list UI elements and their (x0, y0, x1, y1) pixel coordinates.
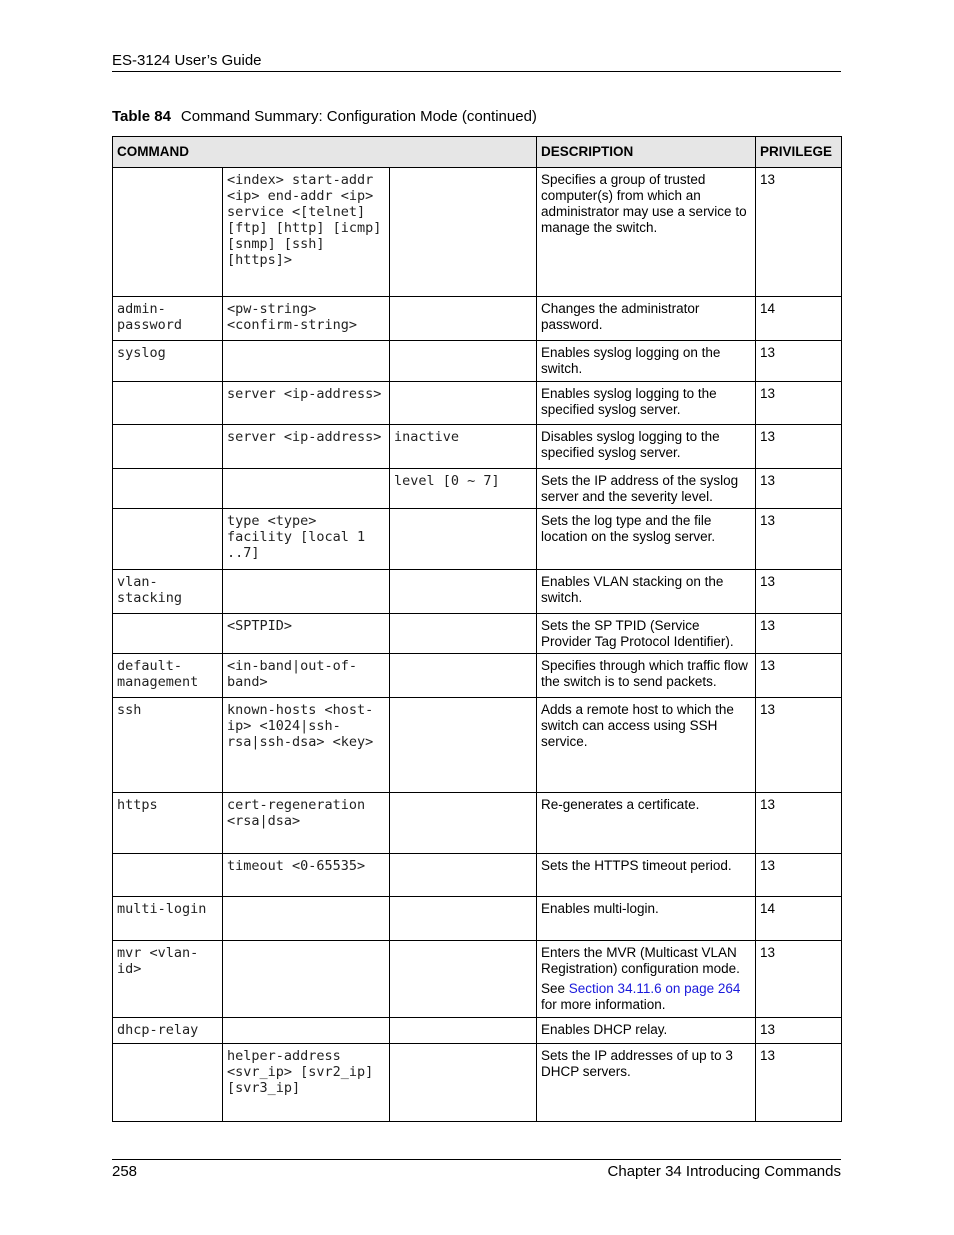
description-cell: Sets the IP address of the syslog server and the severity level. (537, 469, 756, 509)
argument-cell: helper-address <svr_ip> [svr2_ip] [svr3_ip] (223, 1044, 390, 1122)
description-text: Enters the MVR (Multicast VLAN Registration) configuration mode. (541, 945, 740, 976)
privilege-cell: 13 (756, 425, 842, 469)
table-row (113, 1018, 842, 1044)
page-header (112, 51, 841, 72)
argument-cell: type <type> facility [local 1 ..7] (223, 509, 390, 570)
argument-cell (223, 1018, 390, 1044)
table-row (113, 698, 842, 793)
table-row (113, 425, 842, 469)
command-cell (113, 469, 223, 509)
command-cell (113, 425, 223, 469)
option-cell (390, 793, 537, 854)
option-cell (390, 614, 537, 654)
argument-cell: server <ip-address> (223, 382, 390, 425)
option-cell (390, 1044, 537, 1122)
privilege-cell: 13 (756, 654, 842, 698)
command-cell (113, 614, 223, 654)
option-cell: level [0 ~ 7] (390, 469, 537, 509)
page-footer (112, 1159, 841, 1184)
command-summary-table (112, 136, 842, 1122)
privilege-cell: 13 (756, 941, 842, 1018)
option-cell (390, 570, 537, 614)
argument-cell: <index> start-addr <ip> end-addr <ip> service <[telnet] [ftp] [http] [icmp] [snmp] [ssh] [https]> (223, 168, 390, 297)
description-cell: Sets the IP addresses of up to 3 DHCP servers. (537, 1044, 756, 1122)
argument-cell (223, 897, 390, 941)
option-cell (390, 341, 537, 382)
table-row (113, 469, 842, 509)
option-cell (390, 698, 537, 793)
privilege-cell: 13 (756, 570, 842, 614)
privilege-header: PRIVILEGE (756, 137, 842, 168)
table-title: Command Summary: Configuration Mode (continued) (180, 108, 537, 125)
table-row (113, 570, 842, 614)
see-suffix: for more information. (541, 997, 666, 1012)
argument-cell (223, 341, 390, 382)
command-cell (113, 1044, 223, 1122)
privilege-cell: 14 (756, 897, 842, 941)
command-cell: admin-password (113, 297, 223, 341)
description-cell: Enables DHCP relay. (537, 1018, 756, 1044)
description-cell: Enables syslog logging to the specified syslog server. (537, 382, 756, 425)
description-cell: Enables multi-login. (537, 897, 756, 941)
privilege-cell: 13 (756, 1044, 842, 1122)
command-cell: https (113, 793, 223, 854)
privilege-cell: 13 (756, 168, 842, 297)
command-cell: vlan-stacking (113, 570, 223, 614)
table-row (113, 941, 842, 1018)
page-number: 258 (112, 1163, 138, 1180)
command-cell: mvr <vlan-id> (113, 941, 223, 1018)
option-cell (390, 382, 537, 425)
privilege-cell: 13 (756, 698, 842, 793)
table-row (113, 382, 842, 425)
table-row (113, 854, 842, 897)
command-cell (113, 168, 223, 297)
description-cell: Enables syslog logging on the switch. (537, 341, 756, 382)
privilege-cell: 13 (756, 341, 842, 382)
option-cell (390, 654, 537, 698)
option-cell (390, 168, 537, 297)
privilege-cell: 13 (756, 382, 842, 425)
description-cell: Sets the HTTPS timeout period. (537, 854, 756, 897)
table-row (113, 168, 842, 297)
argument-cell: timeout <0-65535> (223, 854, 390, 897)
table-row (113, 897, 842, 941)
table-row (113, 614, 842, 654)
section-link[interactable]: Section 34.11.6 on page 264 (568, 981, 741, 996)
option-cell (390, 854, 537, 897)
option-cell (390, 1018, 537, 1044)
argument-cell (223, 941, 390, 1018)
command-cell: syslog (113, 341, 223, 382)
chapter-title: Chapter 34 Introducing Commands (607, 1163, 841, 1180)
option-cell: inactive (390, 425, 537, 469)
description-cell: Sets the SP TPID (Service Provider Tag Protocol Identifier). (537, 614, 756, 654)
guide-title: ES-3124 User’s Guide (112, 52, 262, 69)
table-row (113, 1044, 842, 1122)
argument-cell: <in-band|out-of-band> (223, 654, 390, 698)
argument-cell: known-hosts <host-ip> <1024|ssh-rsa|ssh-dsa> <key> (223, 698, 390, 793)
argument-cell: server <ip-address> (223, 425, 390, 469)
privilege-cell: 13 (756, 854, 842, 897)
argument-cell: <SPTPID> (223, 614, 390, 654)
argument-cell: <pw-string> <confirm-string> (223, 297, 390, 341)
description-cell: Specifies a group of trusted computer(s) from which an administrator may use a service to manage the switch. (537, 168, 756, 297)
privilege-cell: 14 (756, 297, 842, 341)
command-cell: default-management (113, 654, 223, 698)
privilege-cell: 13 (756, 614, 842, 654)
option-cell (390, 509, 537, 570)
argument-cell (223, 570, 390, 614)
description-header: DESCRIPTION (537, 137, 756, 168)
argument-cell: cert-regeneration <rsa|dsa> (223, 793, 390, 854)
privilege-cell: 13 (756, 793, 842, 854)
table-header-row (113, 137, 842, 168)
table-number: Table 84 (112, 108, 171, 125)
command-cell (113, 509, 223, 570)
privilege-cell: 13 (756, 509, 842, 570)
table-row (113, 509, 842, 570)
description-cell: Enables VLAN stacking on the switch. (537, 570, 756, 614)
command-cell (113, 382, 223, 425)
command-cell: multi-login (113, 897, 223, 941)
cross-reference (541, 981, 751, 1013)
description-cell: Disables syslog logging to the specified syslog server. (537, 425, 756, 469)
table-caption (112, 108, 537, 125)
description-cell: Changes the administrator password. (537, 297, 756, 341)
table-row (113, 297, 842, 341)
option-cell (390, 897, 537, 941)
command-cell: dhcp-relay (113, 1018, 223, 1044)
privilege-cell: 13 (756, 469, 842, 509)
privilege-cell: 13 (756, 1018, 842, 1044)
table-row (113, 793, 842, 854)
argument-cell (223, 469, 390, 509)
table-row (113, 654, 842, 698)
see-prefix: See (541, 981, 569, 996)
description-cell: Re-generates a certificate. (537, 793, 756, 854)
command-header: COMMAND (113, 137, 537, 168)
table-row (113, 341, 842, 382)
command-cell (113, 854, 223, 897)
description-cell: Sets the log type and the file location on the syslog server. (537, 509, 756, 570)
description-cell: Specifies through which traffic flow the switch is to send packets. (537, 654, 756, 698)
description-cell (537, 941, 756, 1018)
option-cell (390, 941, 537, 1018)
command-cell: ssh (113, 698, 223, 793)
description-cell: Adds a remote host to which the switch can access using SSH service. (537, 698, 756, 793)
option-cell (390, 297, 537, 341)
